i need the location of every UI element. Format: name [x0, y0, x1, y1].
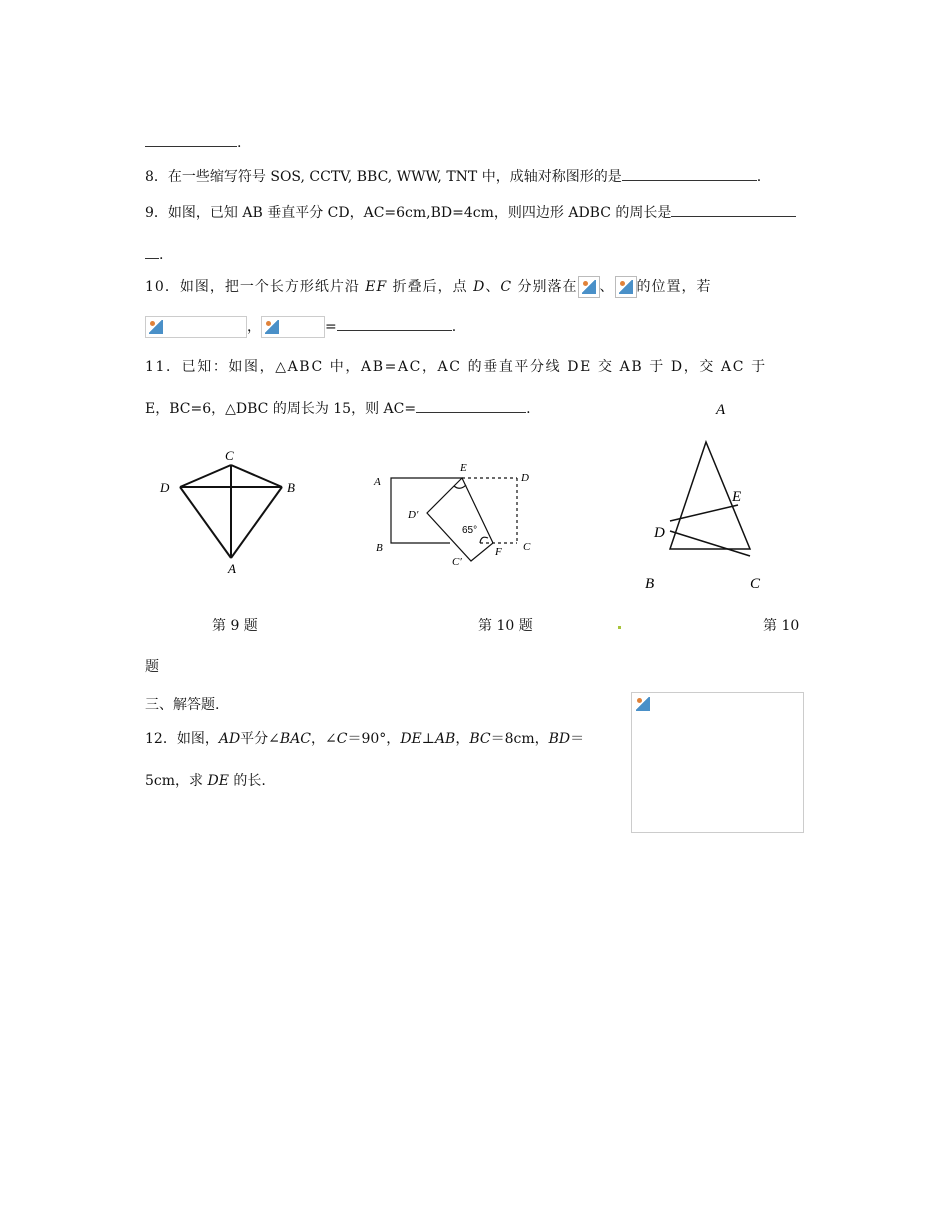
marker-dot — [618, 626, 621, 629]
label-a: A — [228, 561, 236, 576]
section-title: 三、解答题. — [145, 697, 220, 713]
answer-blank — [622, 166, 757, 181]
label-b: B — [645, 576, 655, 592]
caption-figure-11-wrap: 题 — [145, 659, 159, 675]
question-9-cont: . — [145, 244, 163, 263]
label-d-prime: D′ — [408, 509, 419, 521]
label-f: F — [495, 546, 502, 558]
caption-figure-11: 第 10 — [763, 618, 800, 634]
label-b: B — [376, 542, 383, 554]
question-11: 11．已知：如图，△ABC 中，AB=AC，AC 的垂直平分线 DE 交 AB 于 D，交 AC 于 — [145, 359, 767, 375]
q7-tail: . — [145, 132, 241, 151]
answer-blank — [671, 202, 796, 217]
broken-image-icon — [578, 276, 600, 298]
answer-blank — [145, 132, 237, 147]
label-b: B — [287, 480, 295, 495]
label-d: D — [654, 525, 665, 541]
figure-12-placeholder — [631, 692, 804, 833]
caption-figure-10: 第 10 题 — [478, 618, 533, 634]
question-8: 8．在一些缩写符号 SOS, CCTV, BBC, WWW, TNT 中，成轴对称图形的是 . — [145, 166, 761, 186]
broken-image-icon — [261, 316, 325, 338]
broken-image-icon — [615, 276, 637, 298]
label-d: D — [160, 480, 170, 495]
label-e: E — [460, 462, 467, 474]
figure-10 — [370, 455, 545, 575]
question-11-cont: E，BC=6，△DBC 的周长为 15，则 AC= . — [145, 398, 531, 418]
label-a: A — [716, 402, 726, 418]
answer-blank — [416, 398, 526, 413]
label-c: C — [225, 448, 234, 463]
label-e: E — [732, 489, 742, 505]
label-angle: 65° — [462, 525, 478, 536]
question-12: 12．如图，AD平分∠BAC，∠C＝90°，DE⊥AB，BC＝8cm，BD＝ — [145, 731, 585, 747]
label-c: C — [750, 576, 761, 592]
label-c: C — [523, 541, 531, 553]
label-c-prime: C′ — [452, 556, 462, 568]
figure-9 — [150, 445, 320, 580]
figure-11 — [640, 398, 780, 598]
answer-blank — [337, 316, 452, 331]
label-a: A — [374, 476, 381, 488]
broken-image-icon — [633, 694, 653, 714]
question-10: 10．如图，把一个长方形纸片沿 EF 折叠后，点 D、C 分别落在 、 的位置，若 — [145, 276, 712, 298]
question-10-cont: ， = . — [145, 316, 456, 338]
question-12-cont: 5cm，求 DE 的长. — [145, 773, 266, 789]
caption-figure-9: 第 9 题 — [212, 618, 258, 634]
label-d: D — [521, 472, 529, 484]
broken-image-icon — [145, 316, 247, 338]
question-9: 9．如图，已知 AB 垂直平分 CD，AC=6cm,BD=4cm，则四边形 ADBC 的周长是 — [145, 202, 796, 222]
answer-blank — [145, 244, 159, 259]
